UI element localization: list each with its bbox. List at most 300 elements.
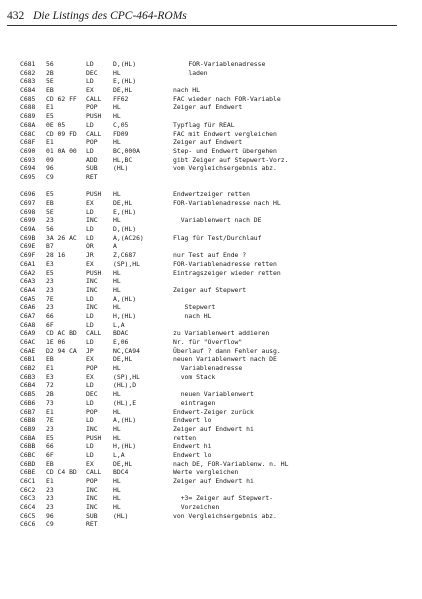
comment: [173, 277, 415, 286]
address: C6A9: [20, 329, 36, 338]
opcode-bytes: EB: [46, 199, 54, 207]
address: C697: [20, 199, 36, 207]
listing-row: [20, 286, 415, 295]
opcode-bytes: E1: [46, 477, 54, 485]
opcode-bytes: 96: [46, 164, 54, 173]
operands: A,(HL): [113, 416, 137, 425]
mnemonic: POP: [86, 138, 98, 147]
listing-row: [20, 190, 415, 199]
address: C6B7: [20, 407, 36, 416]
mnemonic: POP: [86, 407, 98, 416]
operands: A: [113, 242, 117, 251]
mnemonic: INC: [86, 485, 98, 494]
operands: (HL): [113, 511, 129, 520]
mnemonic: INC: [86, 424, 98, 433]
comment: [173, 173, 415, 182]
address: C6BD: [20, 459, 36, 468]
comment: vom Stack: [173, 372, 216, 381]
comment: retten: [173, 433, 197, 442]
operands: BDC4: [113, 468, 129, 477]
mnemonic: RET: [86, 172, 98, 181]
comment: Zeiger auf Stepwert: [173, 285, 247, 294]
mnemonic: LD: [86, 338, 94, 346]
opcode-bytes: C9: [46, 172, 54, 181]
opcode-bytes: 0E 05: [46, 120, 66, 129]
opcode-bytes: E1: [46, 103, 54, 112]
operands: [113, 520, 173, 529]
comment: [173, 295, 415, 304]
opcode-bytes: 6F: [46, 320, 54, 329]
listing-row: [20, 60, 415, 69]
address: C6A3: [20, 277, 36, 286]
mnemonic: LD: [86, 146, 94, 155]
opcode-bytes: 56: [46, 225, 54, 234]
address: C6A4: [20, 285, 36, 294]
comment: gibt Zeiger auf Stepwert-Vorz.: [173, 155, 289, 164]
address: C681: [20, 60, 36, 68]
opcode-bytes: 23: [46, 503, 54, 512]
listing-row: [20, 520, 415, 529]
comment: Zeiger auf Endwert hi: [173, 477, 254, 485]
mnemonic: PUSH: [86, 190, 102, 199]
opcode-bytes: E5: [46, 112, 54, 121]
operands: HL: [113, 433, 121, 442]
address: C696: [20, 190, 36, 199]
opcode-bytes: 6F: [46, 450, 54, 459]
opcode-bytes: 2B: [46, 390, 54, 399]
operands: D,(HL): [113, 225, 137, 234]
opcode-bytes: CD 09 FD: [46, 129, 77, 138]
operands: HL: [113, 407, 121, 416]
comment: [173, 242, 415, 251]
address: C688: [20, 103, 36, 112]
operands: D,(HL): [113, 60, 137, 68]
address: C6B5: [20, 390, 36, 399]
mnemonic: INC: [86, 494, 98, 503]
opcode-bytes: CD C4 BD: [46, 468, 77, 477]
operands: HL: [113, 277, 121, 286]
opcode-bytes: EB: [46, 459, 54, 468]
opcode-bytes: 66: [46, 311, 54, 320]
operands: H,(HL): [113, 442, 137, 451]
operands: BC,000A: [113, 146, 140, 155]
address: C6C3: [20, 494, 36, 503]
comment: Vorzeichen: [173, 503, 220, 512]
opcode-bytes: E3: [46, 259, 54, 268]
address: C6A2: [20, 268, 36, 277]
mnemonic: LD: [86, 398, 94, 407]
operands: H,(HL): [113, 311, 137, 320]
operands: HL: [113, 503, 121, 512]
operands: HL: [113, 216, 121, 225]
mnemonic: ADD: [86, 155, 98, 164]
listing-row: [20, 468, 415, 477]
opcode-bytes: 09: [46, 155, 54, 164]
listing-row: [20, 381, 415, 390]
address: C698: [20, 207, 36, 216]
opcode-bytes: E1: [46, 407, 54, 416]
opcode-bytes: 23: [46, 277, 54, 286]
mnemonic: EX: [86, 372, 94, 381]
page-title: Die Listings des CPC-464-ROMs: [33, 10, 187, 22]
address: C6A8: [20, 320, 36, 329]
operands: HL: [113, 68, 121, 77]
address: C6AC: [20, 338, 36, 346]
opcode-bytes: 72: [46, 381, 54, 390]
comment: Nr. für "Overflow": [173, 338, 243, 346]
mnemonic: LD: [86, 120, 94, 129]
header-rule: [7, 25, 397, 26]
address: C6BA: [20, 433, 36, 442]
opcode-bytes: E5: [46, 433, 54, 442]
address: C68F: [20, 138, 36, 147]
comment: [173, 208, 415, 217]
opcode-bytes: E5: [46, 268, 54, 277]
address: C6A7: [20, 311, 36, 320]
address: C6B6: [20, 398, 36, 407]
opcode-bytes: 01 0A 00: [46, 146, 77, 155]
mnemonic: CALL: [86, 129, 102, 138]
mnemonic: INC: [86, 503, 98, 512]
listing-row: [20, 399, 415, 408]
mnemonic: EX: [86, 355, 94, 364]
mnemonic: DEC: [86, 390, 98, 399]
listing-row: [20, 390, 415, 399]
mnemonic: POP: [86, 477, 98, 485]
comment: Werte vergleichen: [173, 468, 239, 477]
mnemonic: LD: [86, 294, 94, 303]
mnemonic: LD: [86, 450, 94, 459]
operands: HL: [113, 477, 121, 485]
comment: Endwert hi: [173, 442, 212, 451]
opcode-bytes: 73: [46, 398, 54, 407]
listing-row: [20, 329, 415, 338]
mnemonic: CALL: [86, 329, 102, 338]
mnemonic: EX: [86, 86, 94, 95]
operands: HL: [113, 303, 121, 312]
opcode-bytes: 23: [46, 494, 54, 503]
mnemonic: JP: [86, 346, 94, 355]
operands: HL: [113, 138, 121, 147]
listing-row: [20, 321, 415, 330]
comment: Endwertzeiger retten: [173, 190, 250, 199]
address: C699: [20, 216, 36, 225]
operands: HL: [113, 485, 121, 494]
mnemonic: LD: [86, 416, 94, 425]
page-number: 432: [7, 10, 25, 22]
address: C6B3: [20, 372, 36, 381]
address: C689: [20, 112, 36, 121]
mnemonic: POP: [86, 364, 98, 373]
operands: HL: [113, 103, 121, 112]
operands: HL: [113, 424, 121, 433]
comment: Variablenadresse: [173, 364, 243, 373]
comment: nach DE, FOR-Variablenw. n. HL: [173, 459, 289, 468]
listing-row: [20, 216, 415, 225]
address: C69E: [20, 242, 36, 251]
comment: Endwert lo: [173, 450, 212, 459]
mnemonic: EX: [86, 199, 94, 207]
address: C6B4: [20, 381, 36, 390]
opcode-bytes: 56: [46, 60, 54, 68]
block-separator: [20, 182, 415, 191]
listing-row: [20, 130, 415, 139]
operands: DE,HL: [113, 199, 133, 207]
opcode-bytes: 1E 06: [46, 338, 66, 346]
mnemonic: PUSH: [86, 433, 102, 442]
comment: [173, 520, 415, 529]
opcode-bytes: 5E: [46, 77, 54, 86]
operands: DE,HL: [113, 459, 133, 468]
comment: Endwert-Zeiger zurück: [173, 407, 254, 416]
address: C69A: [20, 225, 36, 234]
opcode-bytes: EB: [46, 355, 54, 364]
opcode-bytes: 23: [46, 285, 54, 294]
address: C6C5: [20, 511, 36, 520]
address: C6BC: [20, 450, 36, 459]
listing-row: [20, 338, 415, 347]
listing-row: [20, 103, 415, 112]
operands: (SP),HL: [113, 259, 140, 268]
listing-row: [20, 312, 415, 321]
operands: E,06: [113, 338, 129, 346]
address: C683: [20, 77, 36, 86]
operands: HL: [113, 285, 121, 294]
comment: von Vergleichsergebnis abz.: [173, 511, 277, 520]
operands: HL: [113, 268, 121, 277]
page-header: [7, 7, 407, 25]
opcode-bytes: D2 94 CA: [46, 346, 77, 355]
address: C68C: [20, 129, 36, 138]
operands: (HL): [113, 164, 129, 173]
operands: HL: [113, 364, 121, 373]
listing-row: [20, 138, 415, 147]
opcode-bytes: 23: [46, 303, 54, 312]
mnemonic: LD: [86, 381, 94, 390]
comment: FAC mit Endwert vergleichen: [173, 129, 277, 138]
mnemonic: OR: [86, 242, 94, 251]
opcode-bytes: 66: [46, 442, 54, 451]
comment: FOR-Variablenadresse nach HL: [173, 199, 281, 207]
operands: FD09: [113, 129, 129, 138]
comment: FAC wieder nach FOR-Variable: [173, 94, 281, 103]
opcode-bytes: 28 16: [46, 251, 66, 260]
mnemonic: PUSH: [86, 268, 102, 277]
listing-row: [20, 364, 415, 373]
comment: nur Test auf Ende ?: [173, 251, 247, 260]
listing-row: [20, 251, 415, 260]
mnemonic: POP: [86, 103, 98, 112]
listing-row: [20, 486, 415, 495]
operands: A,(AC26): [113, 233, 144, 242]
listing-row: [20, 121, 415, 130]
address: C6B2: [20, 364, 36, 373]
opcode-bytes: E3: [46, 372, 54, 381]
mnemonic: INC: [86, 303, 98, 312]
mnemonic: EX: [86, 459, 94, 468]
comment: Typflag für REAL: [173, 120, 235, 129]
comment: Endwert lo: [173, 416, 212, 425]
operands: HL: [113, 112, 121, 121]
listing-row: [20, 77, 415, 86]
address: C6B1: [20, 355, 36, 364]
mnemonic: LD: [86, 233, 94, 242]
mnemonic: LD: [86, 207, 94, 216]
comment: laden: [173, 68, 208, 77]
listing-row: [20, 242, 415, 251]
address: C6BE: [20, 468, 36, 477]
listing-row: [20, 269, 415, 278]
mnemonic: LD: [86, 77, 94, 86]
mnemonic: LD: [86, 311, 94, 320]
listing-row: [20, 260, 415, 269]
operands: L,A: [113, 320, 125, 329]
address: C69F: [20, 251, 36, 260]
opcode-bytes: 7E: [46, 294, 54, 303]
mnemonic: SUB: [86, 164, 98, 173]
comment: [173, 381, 415, 390]
mnemonic: LD: [86, 60, 94, 68]
address: C694: [20, 164, 36, 173]
opcode-bytes: E1: [46, 364, 54, 373]
address: C695: [20, 172, 36, 181]
mnemonic: CALL: [86, 94, 102, 103]
operands: HL,BC: [113, 155, 133, 164]
operands: NC,CA94: [113, 346, 140, 355]
address: C6C2: [20, 485, 36, 494]
comment: [173, 225, 415, 234]
listing-row: [20, 442, 415, 451]
address: C6C6: [20, 520, 36, 529]
opcode-bytes: 23: [46, 424, 54, 433]
comment: eintragen: [173, 398, 216, 407]
address: C6AE: [20, 346, 36, 355]
comment: FOR-Variablenadresse: [173, 60, 266, 68]
operands: E,(HL): [113, 207, 137, 216]
operands: (HL),D: [113, 381, 137, 390]
comment: nach HL: [173, 311, 212, 320]
listing-row: [20, 503, 415, 512]
listing-row: [20, 95, 415, 104]
opcode-bytes: 7E: [46, 416, 54, 425]
operands: (HL),E: [113, 398, 137, 407]
mnemonic: LD: [86, 320, 94, 329]
listing-row: [20, 199, 415, 208]
listing-row: [20, 460, 415, 469]
listing-row: [20, 69, 415, 78]
operands: E,(HL): [113, 77, 137, 86]
mnemonic: CALL: [86, 468, 102, 477]
opcode-bytes: E1: [46, 138, 54, 147]
listing-row: [20, 434, 415, 443]
comment: zu Variablenwert addieren: [173, 329, 270, 338]
comment: [173, 77, 415, 86]
opcode-bytes: C9: [46, 520, 54, 529]
mnemonic: DEC: [86, 68, 98, 77]
operands: [113, 173, 173, 182]
listing-row: [20, 355, 415, 364]
comment: Variablenwert nach DE: [173, 216, 262, 225]
comment: neuen Variablenwert nach DE: [173, 355, 277, 364]
comment: Zeiger auf Endwert hi: [173, 424, 254, 433]
comment: Step- und Endwert übergehen: [173, 146, 277, 155]
operands: (SP),HL: [113, 372, 140, 381]
comment: [173, 112, 415, 121]
operands: DE,HL: [113, 86, 133, 95]
listing-row: [20, 234, 415, 243]
listing-row: [20, 164, 415, 173]
listing-row: [20, 225, 415, 234]
listing-row: [20, 408, 415, 417]
operands: DE,HL: [113, 355, 133, 364]
mnemonic: INC: [86, 216, 98, 225]
mnemonic: SUB: [86, 511, 98, 520]
listing-row: [20, 494, 415, 503]
listing-row: [20, 173, 415, 182]
comment: [173, 321, 415, 330]
opcode-bytes: 23: [46, 485, 54, 494]
address: C682: [20, 68, 36, 77]
listing-row: [20, 303, 415, 312]
listing-row: [20, 425, 415, 434]
comment: Stepwert: [173, 303, 216, 312]
comment: Überlauf ? dann Fehler ausg.: [173, 346, 281, 355]
listing-row: [20, 112, 415, 121]
opcode-bytes: CD AC BD: [46, 329, 77, 338]
opcode-bytes: 23: [46, 216, 54, 225]
address: C6A1: [20, 259, 36, 268]
opcode-bytes: CD 62 FF: [46, 94, 77, 103]
comment: neuen Variablenwert: [173, 390, 254, 399]
listing-row: [20, 347, 415, 356]
mnemonic: RET: [86, 520, 98, 529]
address: C6A6: [20, 303, 36, 312]
mnemonic: INC: [86, 277, 98, 286]
listing-row: [20, 373, 415, 382]
opcode-bytes: B7: [46, 242, 54, 251]
opcode-bytes: 96: [46, 511, 54, 520]
mnemonic: LD: [86, 225, 94, 234]
mnemonic: LD: [86, 442, 94, 451]
operands: HL: [113, 494, 121, 503]
address: C6BB: [20, 442, 36, 451]
comment: FOR-Variablenadresse retten: [173, 259, 277, 268]
listing-row: [20, 451, 415, 460]
operands: HL: [113, 190, 121, 199]
opcode-bytes: E5: [46, 190, 54, 199]
comment: Zeiger auf Endwert: [173, 138, 243, 147]
listing-row: [20, 86, 415, 95]
comment: [173, 486, 415, 495]
opcode-bytes: 5E: [46, 207, 54, 216]
comment: Eintragszeiger wieder retten: [173, 268, 281, 277]
assembly-listing: [20, 60, 415, 529]
listing-row: [20, 277, 415, 286]
address: C684: [20, 86, 36, 95]
address: C685: [20, 94, 36, 103]
listing-row: [20, 147, 415, 156]
listing-row: [20, 208, 415, 217]
comment: Flag für Test/Durchlauf: [173, 233, 262, 242]
mnemonic: JR: [86, 251, 94, 260]
operands: HL: [113, 390, 121, 399]
address: C6A5: [20, 294, 36, 303]
listing-row: [20, 156, 415, 165]
address: C693: [20, 155, 36, 164]
listing-row: [20, 477, 415, 486]
operands: FF62: [113, 94, 129, 103]
address: C6B8: [20, 416, 36, 425]
